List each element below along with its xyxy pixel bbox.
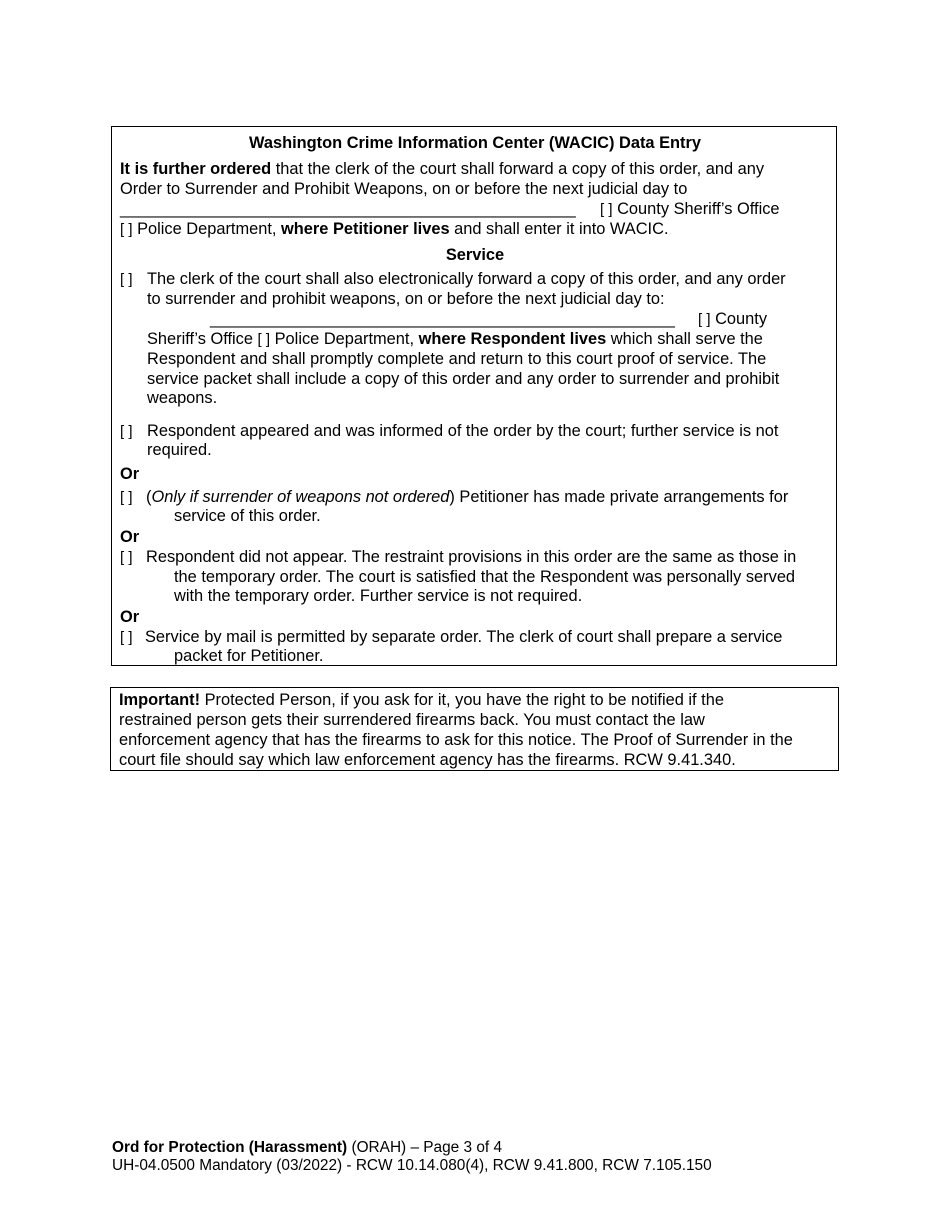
service-item2-checkbox[interactable]: [ ]	[120, 423, 133, 440]
footer-title	[112, 1139, 502, 1157]
service-item4-line3: with the temporary order. Further service is not required.	[174, 587, 583, 605]
service-item4-checkbox[interactable]: [ ]	[120, 549, 133, 566]
service-item1-line4	[147, 329, 763, 350]
wacic-paragraph-line2: Order to Surrender and Prohibit Weapons, on or before the next judicial day to	[120, 180, 688, 198]
or-label-3: Or	[120, 608, 140, 626]
further-ordered-label: It is further ordered	[120, 160, 272, 178]
service-item2-line1: Respondent appeared and was informed of the order by the court; further service is not	[147, 422, 779, 440]
wacic-entry-text: and shall enter it into WACIC.	[449, 220, 669, 238]
or-label-1: Or	[120, 465, 140, 483]
respondent-agency-blank-field[interactable]: ___________________________________________________	[210, 310, 675, 328]
wacic-intro-text: that the clerk of the court shall forward a copy of this order, and any	[271, 160, 765, 178]
county-sheriff-label: County Sheriff’s Office	[617, 200, 780, 218]
service-item3-checkbox[interactable]: [ ]	[120, 489, 133, 506]
service-item3-line2: service of this order.	[174, 507, 321, 525]
wacic-heading: Washington Crime Information Center (WACIC) Data Entry	[249, 134, 701, 152]
police-department-option	[120, 219, 669, 240]
county-sheriff-checkbox[interactable]: [ ]	[600, 201, 613, 218]
service-item4-line2: the temporary order. The court is satisfied that the Respondent was personally served	[174, 568, 796, 586]
sheriff-office-label: Sheriff’s Office	[147, 330, 258, 348]
important-line3: enforcement agency that has the firearms to ask for this notice. The Proof of Surrender in the	[119, 731, 793, 749]
important-label: Important!	[119, 691, 201, 709]
wacic-paragraph-line1	[120, 159, 764, 179]
wacic-paragraph-line3	[120, 199, 576, 219]
service-item1-line6: service packet shall include a copy of this order and any order to surrender and prohibit	[147, 370, 780, 388]
important-line1-text: Protected Person, if you ask for it, you have the right to be notified if the	[200, 691, 724, 709]
respondent-lives-label: where Respondent lives	[418, 330, 607, 348]
service-item1-line1: The clerk of the court shall also electronically forward a copy of this order, and any order	[147, 270, 786, 288]
footer-title-rest: (ORAH) – Page 3 of 4	[347, 1139, 503, 1156]
service-item5-line1: Service by mail is permitted by separate order. The clerk of court shall prepare a service	[145, 628, 783, 646]
service-item1-line7: weapons.	[147, 389, 218, 407]
private-arrangements-text: ) Petitioner has made private arrangements for	[449, 488, 789, 506]
serve-respondent-text: which shall serve the	[606, 330, 763, 348]
footer-form-number: UH-04.0500 Mandatory (03/2022) - RCW 10.14.080(4), RCW 9.41.800, RCW 7.105.150	[112, 1157, 712, 1174]
paren-open: (	[146, 488, 152, 506]
respondent-police-checkbox[interactable]: [ ]	[257, 331, 271, 348]
service-item4-line1: Respondent did not appear. The restraint provisions in this order are the same as those in	[146, 548, 797, 566]
important-line2: restrained person gets their surrendered firearms back. You must contact the law	[119, 711, 705, 729]
respondent-county-checkbox[interactable]: [ ]	[698, 311, 711, 328]
important-line1	[119, 690, 724, 710]
police-department-checkbox[interactable]: [ ]	[120, 221, 133, 238]
respondent-police-label: Police Department,	[274, 330, 419, 348]
county-sheriff-option	[600, 199, 780, 220]
service-item1-line5: Respondent and shall promptly complete and return to this court proof of service. The	[147, 350, 767, 368]
respondent-county-label: County	[715, 310, 768, 328]
important-line4: court file should say which law enforcement agency has the firearms. RCW 9.41.340.	[119, 751, 736, 769]
or-label-2: Or	[120, 528, 140, 546]
service-item5-checkbox[interactable]: [ ]	[120, 629, 133, 646]
service-item5-line2: packet for Petitioner.	[174, 647, 324, 665]
police-department-label: Police Department,	[137, 220, 282, 238]
agency-blank-field[interactable]: __________________________________________________	[120, 200, 576, 218]
service-item1-checkbox[interactable]: [ ]	[120, 271, 133, 288]
service-item3-line1	[146, 487, 788, 507]
service-heading: Service	[445, 246, 505, 264]
service-item1-line2: to surrender and prohibit weapons, on or before the next judicial day to:	[147, 290, 665, 308]
respondent-county-option	[698, 309, 767, 330]
service-item2-line2: required.	[147, 441, 212, 459]
weapons-not-ordered-label: Only if surrender of weapons not ordered	[151, 488, 450, 506]
petitioner-lives-label: where Petitioner lives	[281, 220, 450, 238]
footer-title-bold: Ord for Protection (Harassment)	[112, 1139, 348, 1156]
